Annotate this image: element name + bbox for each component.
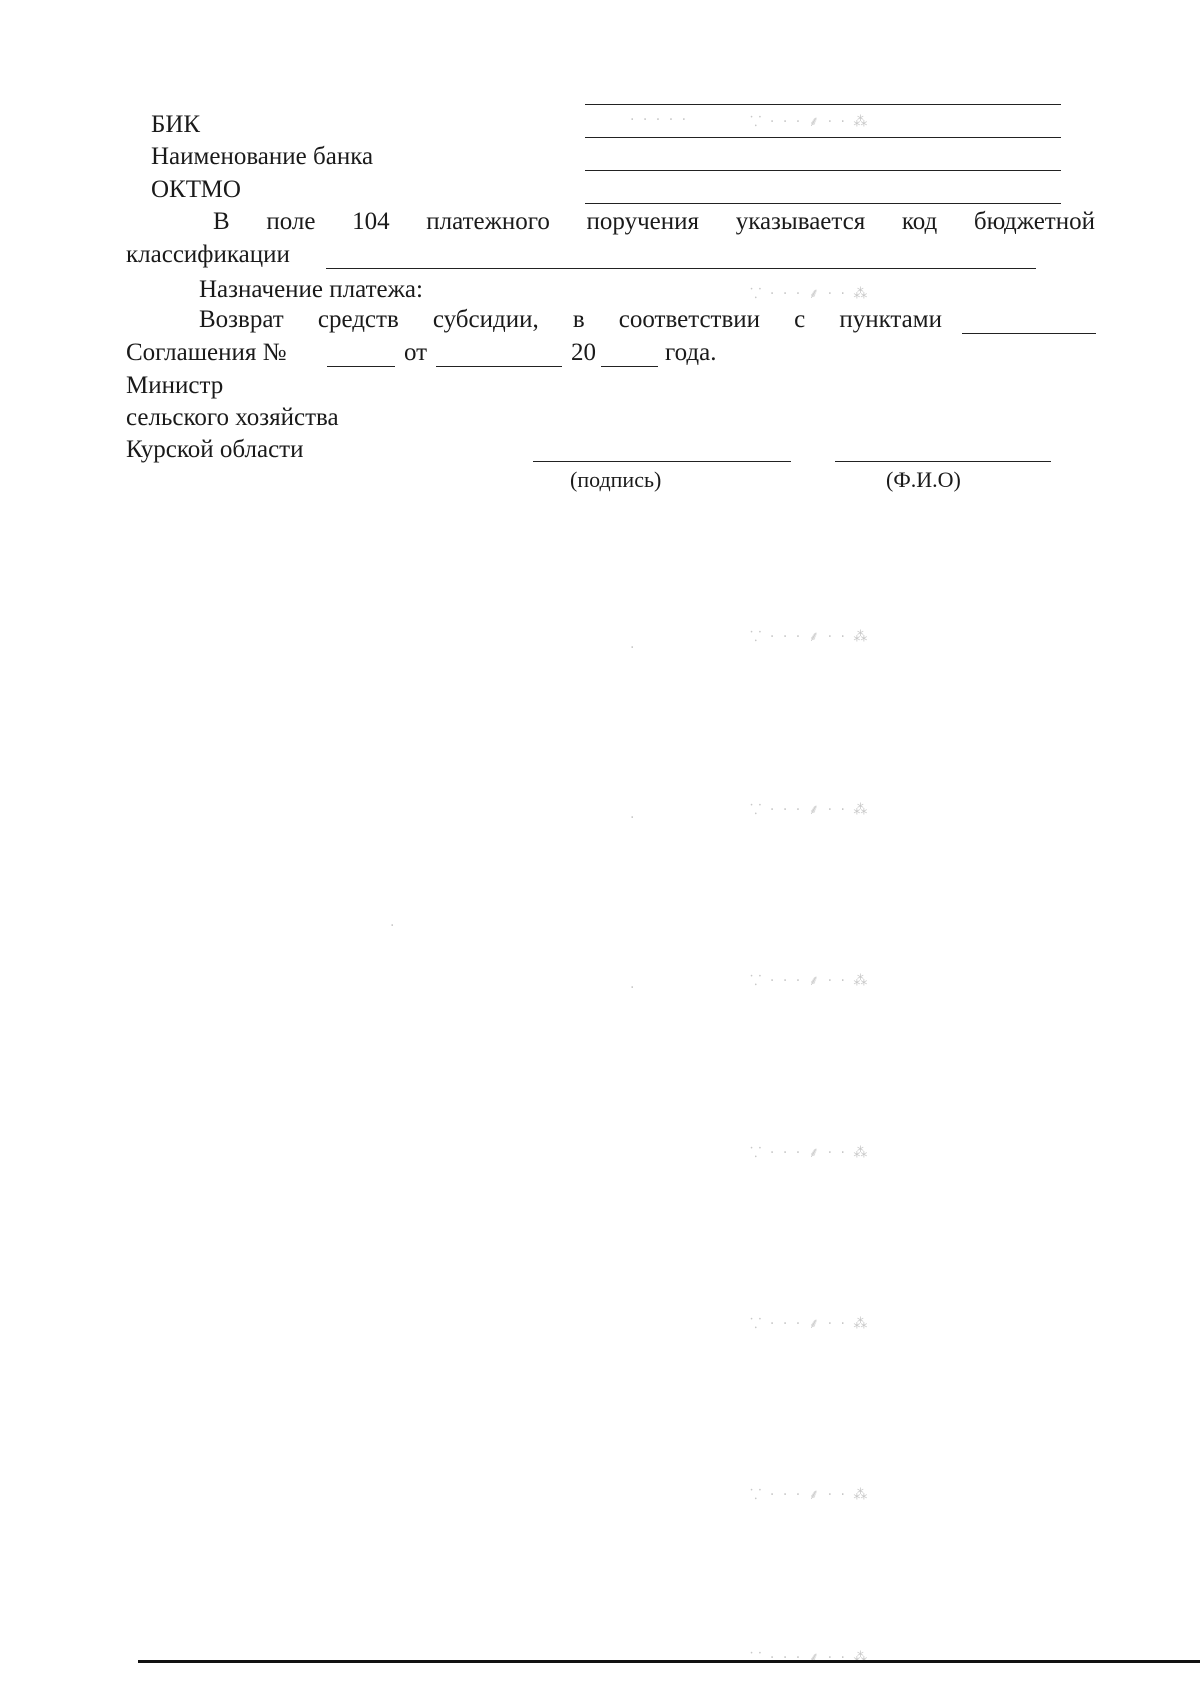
field104-word: указывается [735, 208, 866, 235]
field104-word: бюджетной [973, 208, 1095, 235]
scan-artifact: ⸪ · · · ⸙ · · ⁂ [750, 802, 870, 818]
purpose-sentence [199, 305, 942, 335]
scan-artifact: ⸪ · · · ⸙ · · ⁂ [750, 1316, 870, 1332]
agreement-year-prefix: 20 [571, 339, 596, 366]
purpose-word: в [572, 306, 585, 333]
purpose-word: субсидии, [432, 306, 539, 333]
field104-word: код [901, 208, 938, 235]
purpose-word: Возврат [199, 306, 284, 333]
scan-bottom-edge [138, 1660, 1200, 1663]
field104-word: поле [266, 208, 316, 235]
scan-artifact: ⸪ · · · ⸙ · · ⁂ [750, 1650, 870, 1666]
scan-artifact: · [630, 640, 637, 656]
scan-artifact: ⸪ · · · ⸙ · · ⁂ [750, 286, 870, 302]
field104-word: В [213, 208, 230, 235]
oktmo-label: ОКТМО [151, 176, 241, 203]
purpose-word: соответствии [618, 306, 761, 333]
classification-blank-line [326, 268, 1036, 269]
agreement-date-blank [436, 366, 562, 367]
scan-artifact: ⸪ · · · ⸙ · · ⁂ [750, 973, 870, 989]
scan-artifact: ⸪ · · · ⸙ · · ⁂ [750, 114, 870, 130]
agreement-from-label: от [404, 339, 428, 366]
bik-blank-line [585, 137, 1061, 138]
scan-artifact: ⸪ · · · ⸙ · · ⁂ [750, 1145, 870, 1161]
field104-word: платежного [426, 208, 550, 235]
bank-name-blank-line [585, 170, 1061, 171]
scan-artifact: · [390, 918, 397, 934]
agreement-year-blank [601, 366, 658, 367]
purpose-word: средств [317, 306, 399, 333]
agreement-year-suffix: года. [665, 339, 717, 366]
signature-caption: (подпись) [570, 467, 662, 492]
signatory-title-line3: Курской области [126, 436, 304, 463]
clauses-blank-line [962, 333, 1096, 334]
signatory-title-line1: Министр [126, 372, 224, 399]
agreement-label: Соглашения № [126, 339, 287, 366]
field104-word: поручения [586, 208, 700, 235]
classification-label: классификации [126, 241, 290, 268]
agreement-number-blank [327, 366, 395, 367]
scan-artifact: · [630, 810, 637, 826]
oktmo-blank-line [585, 203, 1061, 204]
scan-artifact: · [630, 980, 637, 996]
signature-blank-line [533, 461, 791, 462]
field104-word: 104 [352, 208, 390, 235]
name-caption: (Ф.И.О) [886, 467, 961, 492]
field104-sentence [213, 207, 1095, 237]
purpose-word: с [794, 306, 806, 333]
payment-purpose-label: Назначение платежа: [199, 276, 423, 303]
purpose-word: пунктами [839, 306, 942, 333]
name-blank-line [835, 461, 1051, 462]
scan-artifact: ⸪ · · · ⸙ · · ⁂ [750, 629, 870, 645]
bank-name-label: Наименование банка [151, 143, 374, 170]
scan-artifact: · · · · · [630, 112, 689, 128]
bik-label: БИК [151, 111, 201, 138]
scan-artifact: ⸪ · · · ⸙ · · ⁂ [750, 1487, 870, 1503]
blank-line-top [585, 104, 1061, 105]
signatory-title-line2: сельского хозяйства [126, 404, 339, 431]
